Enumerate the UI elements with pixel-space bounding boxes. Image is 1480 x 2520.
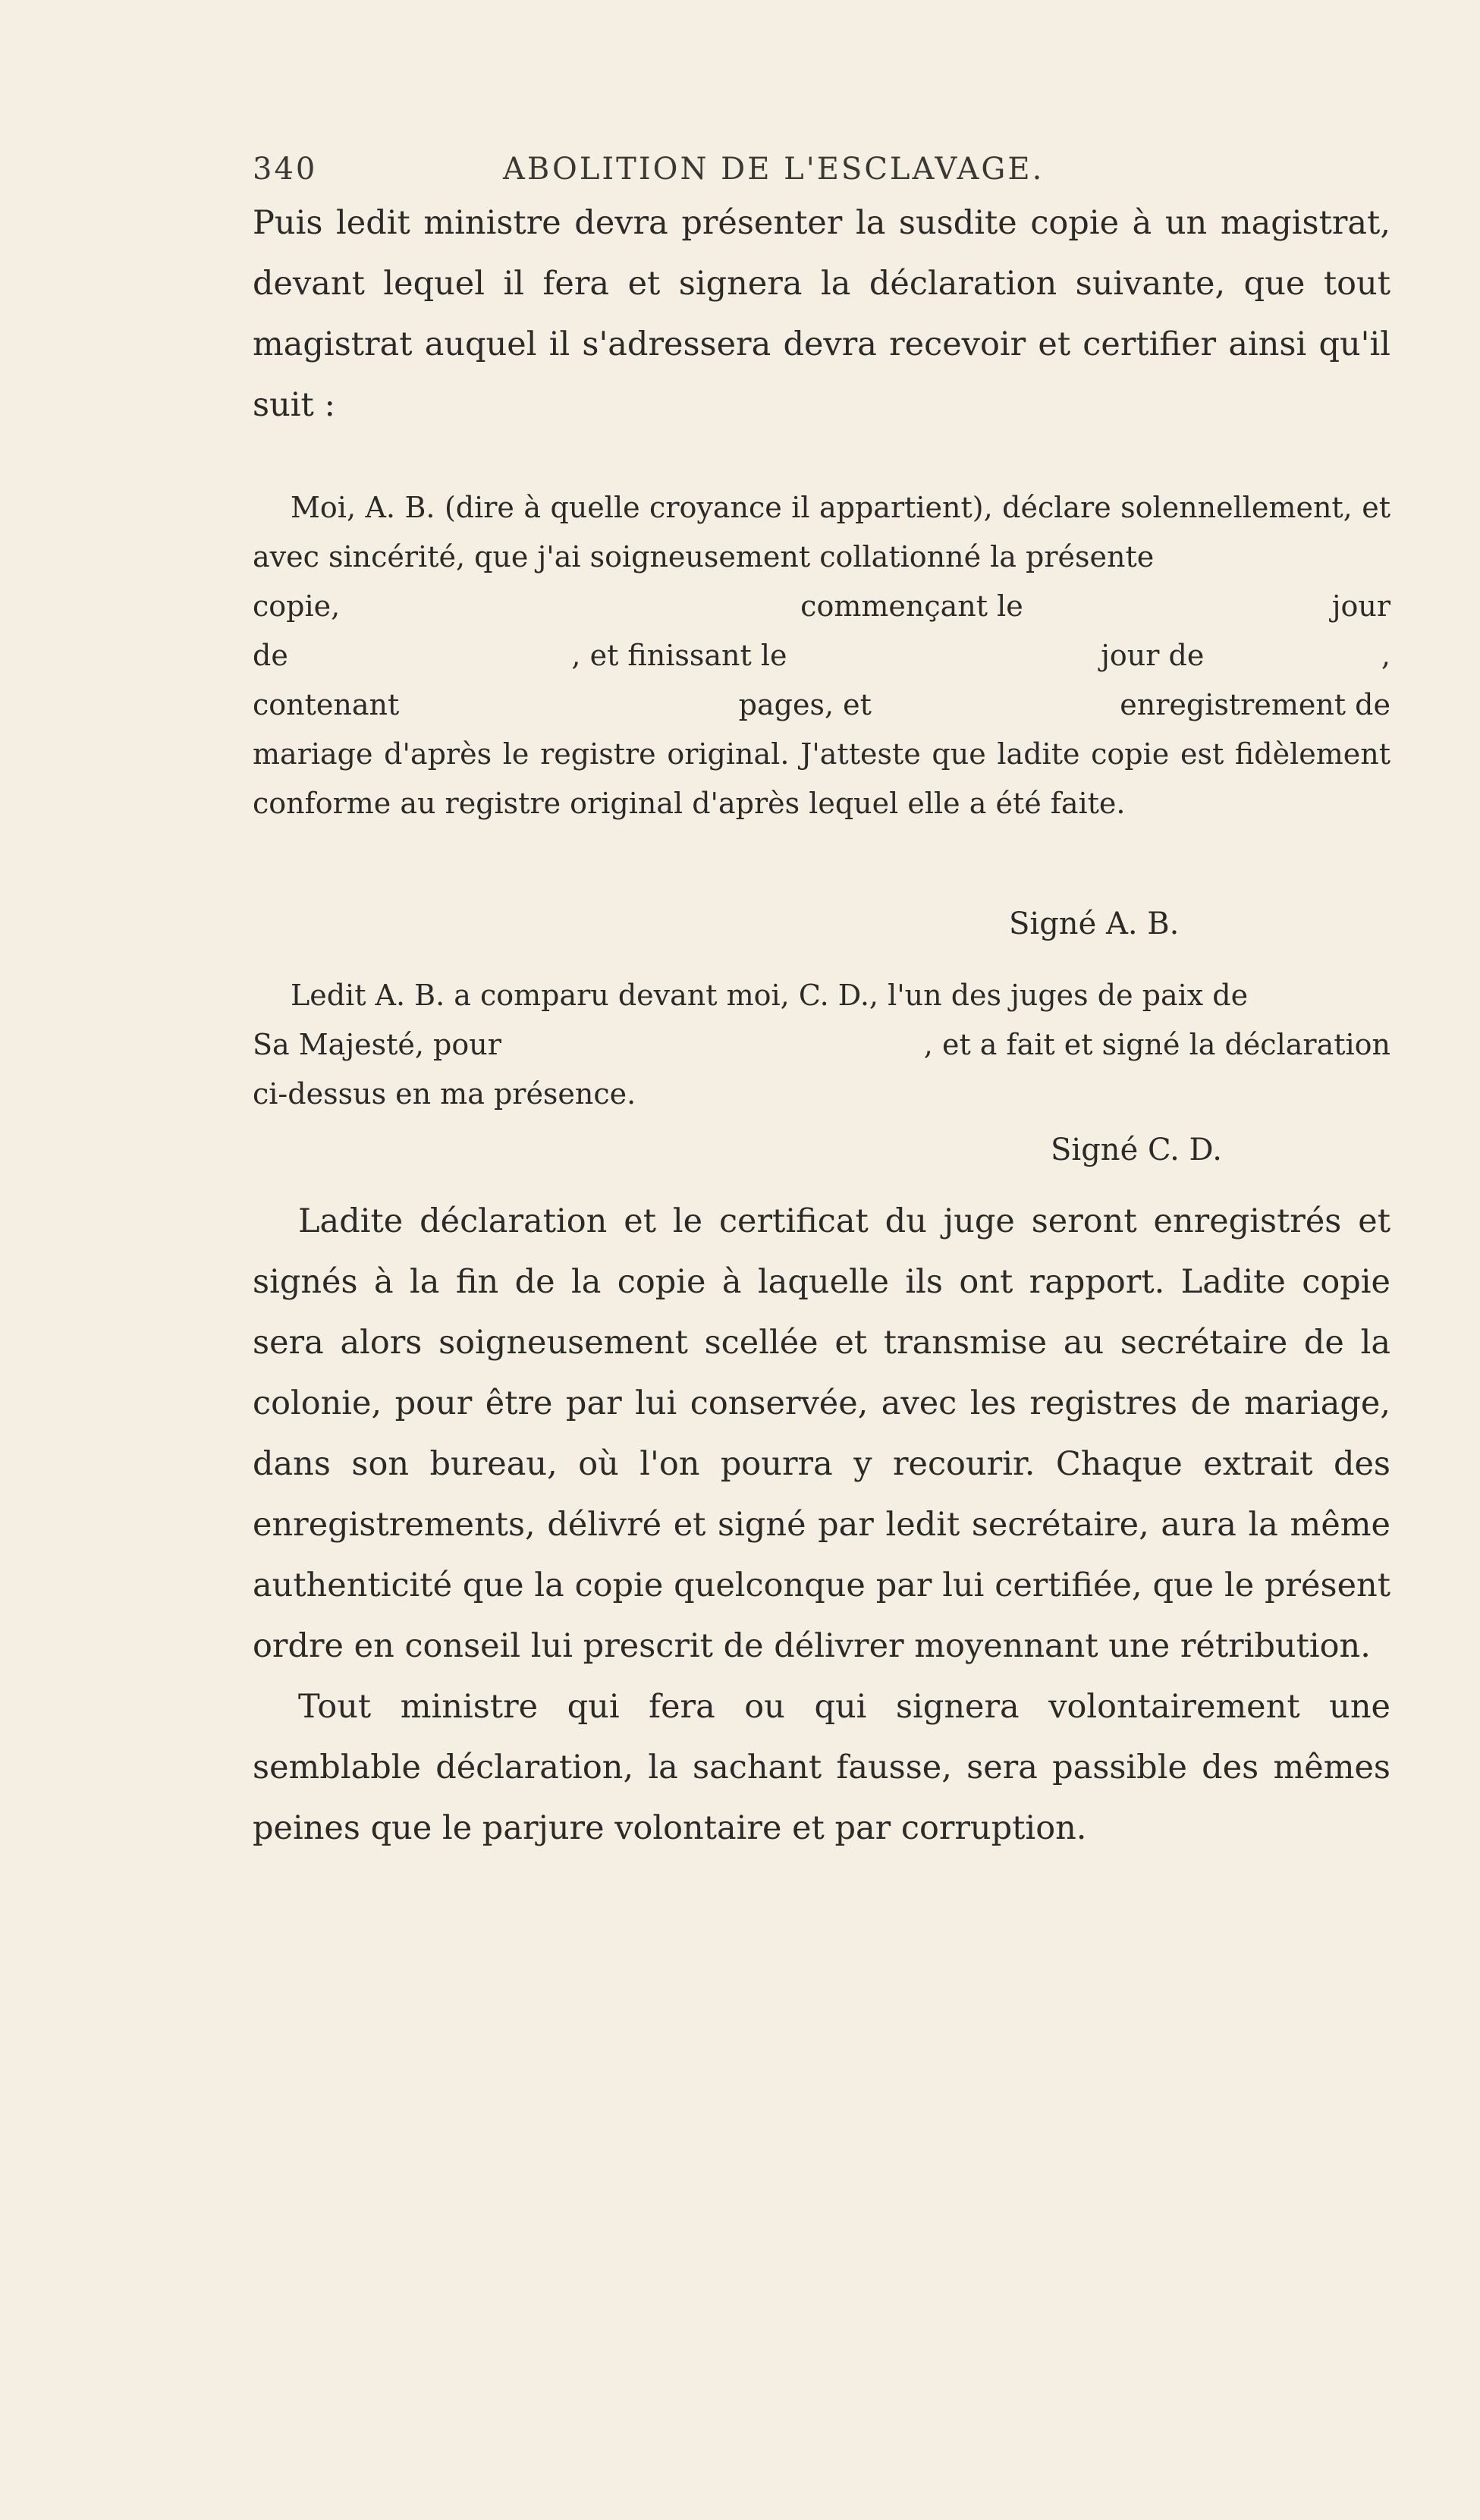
page-number: 340 [253,152,318,187]
form-line-1: Moi, A. B. (dire à quelle croyance il appartient), déclare solennellement, et avec sincérité, que j'ai soigneusement collationné la présente [253,491,1390,573]
form-line-5: mariage d'après le registre original. J'atteste que ladite copie est fidèlement conforme au registre original d'après lequel elle a été faite. [253,737,1390,820]
paragraph-main-text: Ladite déclaration et le certificat du juge seront enregistrés et signés à la fin de la copie à laquelle ils ont rapport. Ladite copie sera alors soigneusement scellée et transmise au secrétaire de la colonie, pour être par lui conservée, avec les registres de mariage, dans son bureau, où l'on pourra y recourir. Chaque extrait des enregistrements, délivré et signé par ledit secrétaire, aura la même authenticité que la copie quelconque par lui certifiée, que le présent ordre en conseil lui prescrit de délivrer moyennant une rétribution. [253,1202,1390,1665]
signature-ab [1009,897,1179,950]
form-blank-jour: jour [1331,589,1390,623]
judge-blank-pour: Sa Majesté, pour [253,1028,501,1061]
form-blank-finissant: , et finissant le [571,639,787,672]
form-blank-jour-de: jour de [1101,639,1205,672]
form-blank-enregistrement: enregistrement de [1120,688,1390,721]
form-line-2 [253,582,1390,631]
paragraph-final-text: Tout ministre qui fera ou qui signera volontairement une semblable déclaration, la sachant fausse, sera passible des mêmes peines que le parjure volontaire et par corruption. [253,1688,1390,1847]
form-blank-pages: pages, et [738,688,872,721]
signature-cd-text: Signé C. D. [1051,1133,1222,1167]
form-blank-comma: , [1381,639,1390,672]
signature-ab-text: Signé A. B. [1009,907,1180,941]
form-line-3 [253,631,1390,680]
paragraph-intro-text: Puis ledit ministre devra présenter la susdite copie à un magistrat, devant lequel il fera et signera la déclaration suivante, que tout magistrat auquel il s'adressera devra recevoir et certifier ainsi qu'il suit : [253,204,1390,424]
paragraph-main [253,1191,1390,1859]
declaration-form [253,483,1390,828]
page-header [253,152,1398,197]
judge-line-3: ci-dessus en ma présence. [253,1077,636,1111]
judge-line-2 [253,1020,1390,1070]
running-title: ABOLITION DE L'ESCLAVAGE. [503,152,1045,187]
judge-blank-declaration: , et a fait et signé la déclaration [923,1028,1390,1061]
form-blank-de: de [253,639,288,672]
paragraph-intro [253,193,1390,435]
form-blank-contenant: contenant [253,688,400,721]
form-line-4 [253,680,1390,730]
signature-cd [1051,1123,1222,1177]
form-blank-copie: copie, [253,589,341,623]
judge-line-1: Ledit A. B. a comparu devant moi, C. D., l'un des juges de paix de [291,979,1249,1012]
form-blank-commencant: commençant le [800,589,1023,623]
judge-certificate [253,971,1390,1119]
